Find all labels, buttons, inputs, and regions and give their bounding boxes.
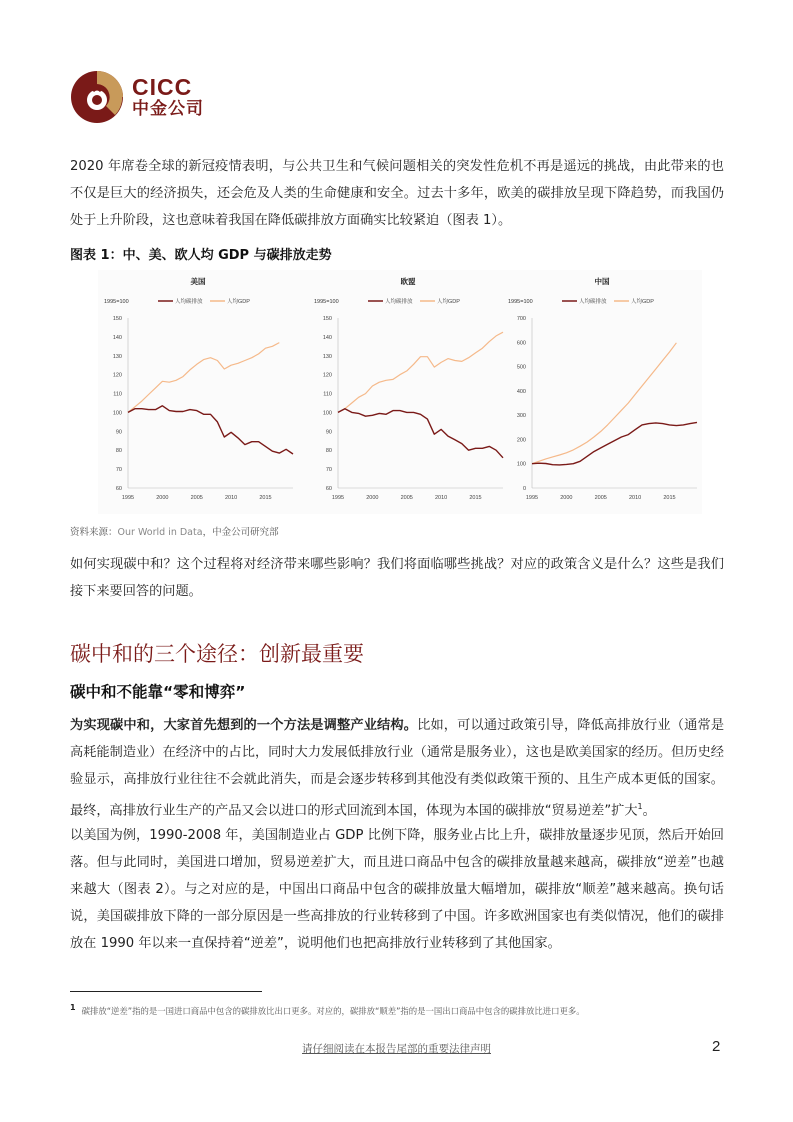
svg-text:140: 140 xyxy=(112,334,122,341)
svg-text:2000: 2000 xyxy=(156,495,169,501)
series-line xyxy=(128,343,279,413)
intro-paragraph: 2020 年席卷全球的新冠疫情表明，与公共卫生和气候问题相关的突发性危机不再是遥远的挑战，由此带来的也不仅是巨大的经济损失，还会危及人类的生命健康和安全。过去十多年，欧美的碳排放呈现下降趋势，而我国仍处于上升阶段，这也意味着我国在降低碳排放方面确实比较紧迫（图表 1）。 xyxy=(70,159,724,228)
series-line xyxy=(338,332,503,412)
footnote-ref[interactable]: 1 xyxy=(637,802,643,811)
body-paragraph-1: 为实现碳中和，大家首先想到的一个方法是调整产业结构。比如，可以通过政策引导，降低高排放行业（通常是高耗能制造业）在经济中的占比，同时大力发展低排放行业（通常是服务业），这也是欧美国家的经历。但历史经验显示，高排放行业往往不会就此消失，而是会逐步转移到其他没有类似政策干预的、且生产成本更低的国家。最终，高排放行业生产的产品又会以进口的形式回流到本国，体现为本国的碳排放“贸易逆差”扩大$^1$。 xyxy=(70,718,725,819)
svg-text:2010: 2010 xyxy=(225,495,238,501)
svg-text:90: 90 xyxy=(115,429,122,436)
svg-text:2015: 2015 xyxy=(259,495,272,501)
figure-charts xyxy=(98,270,702,514)
section-heading: 碳中和的三个途径：创新最重要 xyxy=(70,642,364,666)
svg-text:70: 70 xyxy=(115,467,122,474)
svg-text:人均碳排放: 人均碳排放 xyxy=(385,299,413,305)
svg-text:人均碳排放: 人均碳排放 xyxy=(579,299,607,305)
svg-text:80: 80 xyxy=(325,448,332,455)
cicc-logo xyxy=(70,70,204,124)
svg-text:2015: 2015 xyxy=(663,495,676,501)
footnote: $^1$ 碳排放“逆差”指的是一国进口商品中包含的碳排放比出口更多。对应的，碳排放“顺差”指的是一国出口商品中包含的碳排放比进口更多。 xyxy=(70,1003,585,1016)
chart-note: 1995=100 xyxy=(508,299,533,305)
svg-text:130: 130 xyxy=(322,353,332,360)
section-subheading: 碳中和不能靠“零和博弈” xyxy=(70,683,246,701)
svg-text:120: 120 xyxy=(322,372,332,379)
svg-text:100: 100 xyxy=(112,410,122,417)
svg-text:600: 600 xyxy=(516,340,526,347)
series-line xyxy=(532,422,697,465)
svg-text:150: 150 xyxy=(322,316,332,322)
svg-text:2000: 2000 xyxy=(366,495,379,501)
svg-text:300: 300 xyxy=(516,413,526,420)
svg-text:200: 200 xyxy=(516,437,526,444)
svg-text:100: 100 xyxy=(516,461,526,468)
chart-title: 中国 xyxy=(594,277,610,286)
svg-text:140: 140 xyxy=(322,334,332,341)
svg-text:1995: 1995 xyxy=(331,495,345,501)
svg-text:110: 110 xyxy=(323,391,332,398)
legal-disclaimer-link[interactable]: 请仔细阅读在本报告尾部的重要法律声明 xyxy=(302,1043,491,1055)
svg-text:1995: 1995 xyxy=(121,495,135,501)
svg-text:1995: 1995 xyxy=(525,495,539,501)
logo-text-en: CICC xyxy=(132,74,193,100)
chart-note: 1995=100 xyxy=(104,299,129,305)
svg-text:150: 150 xyxy=(112,316,122,322)
chart-title: 美国 xyxy=(190,277,206,286)
page-number: 2 xyxy=(712,1038,721,1055)
question-paragraph: 如何实现碳中和？这个过程将对经济带来哪些影响？我们将面临哪些挑战？对应的政策含义是什么？这些是我们接下来要回答的问题。 xyxy=(70,557,724,599)
svg-text:80: 80 xyxy=(115,448,122,455)
svg-text:2010: 2010 xyxy=(435,495,448,501)
svg-text:人均GDP: 人均GDP xyxy=(437,299,460,305)
chart-china xyxy=(502,270,702,514)
svg-text:2015: 2015 xyxy=(469,495,482,501)
svg-text:400: 400 xyxy=(516,388,526,395)
svg-text:人均GDP: 人均GDP xyxy=(227,299,250,305)
svg-text:2005: 2005 xyxy=(400,495,413,501)
series-line xyxy=(338,409,503,458)
svg-text:120: 120 xyxy=(112,372,122,379)
figure-title: 图表 1：中、美、欧人均 GDP 与碳排放走势 xyxy=(70,248,332,263)
chart-usa xyxy=(98,270,298,514)
svg-text:500: 500 xyxy=(516,364,526,371)
footnote-divider xyxy=(70,991,262,992)
chart-note: 1995=100 xyxy=(314,299,339,305)
chart-eu xyxy=(308,270,508,514)
svg-text:60: 60 xyxy=(325,486,332,492)
svg-text:2005: 2005 xyxy=(594,495,607,501)
svg-text:2000: 2000 xyxy=(560,495,573,501)
svg-text:130: 130 xyxy=(112,353,122,360)
body-paragraph-2: 以美国为例，1990-2008 年，美国制造业占 GDP 比例下降，服务业占比上升，碳排放量逐步见顶，然后开始回落。但与此同时，美国进口增加，贸易逆差扩大，而且进口商品中包含的碳排放量越来越高，碳排放“逆差”也越来越大（图表 2）。与之对应的是，中国出口商品中包含的碳排放量大幅增加，碳排放“顺差”越来越高。换句话说，美国碳排放下降的一部分原因是一些高排放的行业转移到了中国。许多欧洲国家也有类似情况，他们的碳排放在 1990 年以来一直保持着“逆差”，说明他们也把高排放行业转移到了其他国家。 xyxy=(70,828,724,951)
svg-text:90: 90 xyxy=(325,429,332,436)
svg-text:人均GDP: 人均GDP xyxy=(631,299,654,305)
svg-text:700: 700 xyxy=(516,316,526,322)
svg-text:2010: 2010 xyxy=(629,495,642,501)
svg-text:2005: 2005 xyxy=(190,495,203,501)
svg-text:人均碳排放: 人均碳排放 xyxy=(175,299,203,305)
svg-text:70: 70 xyxy=(325,467,332,474)
series-line xyxy=(128,406,293,454)
chart-title: 欧盟 xyxy=(400,277,416,286)
svg-text:60: 60 xyxy=(115,486,122,492)
cicc-logo-icon xyxy=(70,70,124,124)
logo-text-cn: 中金公司 xyxy=(132,99,204,119)
figure-source: 资料来源：Our World in Data，中金公司研究部 xyxy=(70,527,279,538)
svg-text:0: 0 xyxy=(522,486,526,492)
svg-text:110: 110 xyxy=(113,391,122,398)
svg-text:100: 100 xyxy=(322,410,332,417)
